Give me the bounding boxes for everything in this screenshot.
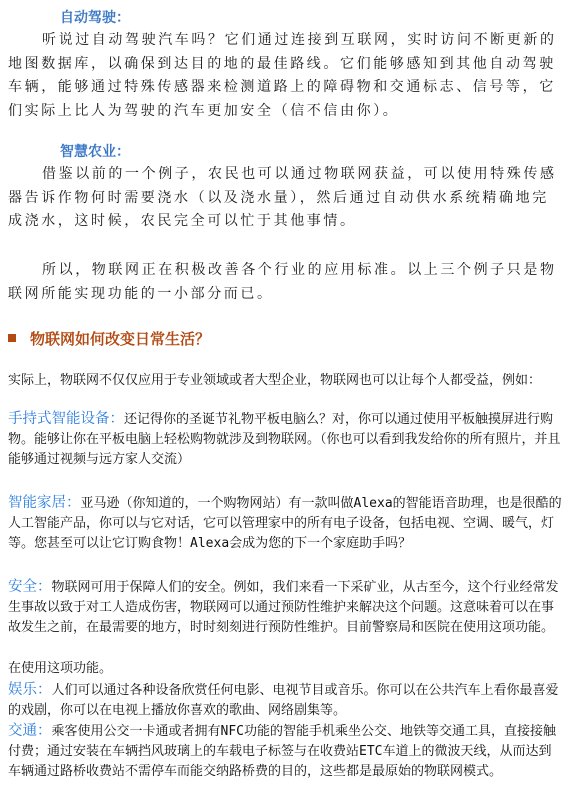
summary-paragraph: 所以，物联网正在积极改善各个行业的应用标准。以上三个例子只是物联网所能实现功能的一小部分而已。 [8, 262, 557, 302]
handheld-label: 手持式智能设备： [8, 411, 124, 427]
entertainment-label: 娱乐： [8, 682, 52, 698]
safety-paragraph [8, 577, 564, 638]
entertainment-text: 人们可以通过各种设备欣赏任何电影、电视节目或音乐。你可以在公共汽车上看你最喜爱的戏剧，你可以在电视上播放你喜欢的歌曲、网络剧集等。 [8, 683, 559, 718]
home-text-1: 亚马逊（你知道的，一个购物网站）有一款叫做 [80, 496, 354, 511]
traffic-nfc: NFC [220, 724, 244, 739]
smart-agri-heading: 智慧农业： [60, 144, 130, 160]
home-alexa-1: Alexa [353, 496, 393, 511]
traffic-text-3: 车道上的微波天线，从而达到车辆通过路桥收费站不需停车而能交纳路桥费的目的，这些都是最原始的物联网模式。 [8, 744, 552, 779]
traffic-label: 交通： [8, 723, 52, 739]
handheld-paragraph [8, 409, 564, 470]
traffic-paragraph [8, 721, 564, 782]
safety-label: 安全： [8, 579, 52, 595]
handheld-text: 还记得你的圣诞节礼物平板电脑么？对，你可以通过使用平板触摸屏进行购物。能够让你在平板电脑上轻松购物就涉及到物联网。（你也可以看到我发给你的所有照片，并且能够通过视频与远方家人交流） [8, 412, 561, 467]
traffic-text-2: 功能的智能手机乘坐公交、地铁等交通工具，直接接触付费；通过安装在车辆挡风玻璃上的车载电子标签与在收费站 [8, 724, 557, 759]
auto-driving-paragraph: 听说过自动驾驶汽车吗？它们通过连接到互联网，实时访问不断更新的地图数据库，以确保到达目的地的最佳路线。它们能够感知到其他自动驾驶车辆，能够通过特殊传感器来检测道路上的障碍物和交通标志、信号等，它们实际上比人为驾驶的汽车更加安全（信不信由你）。 [8, 32, 557, 119]
bullet-square-icon [8, 334, 16, 342]
home-text-3: 会成为您的下一个家庭助手吗？ [229, 536, 412, 551]
section-title [8, 328, 210, 349]
section-title-text: 物联网如何改变日常生活？ [30, 330, 211, 348]
home-paragraph [8, 493, 564, 554]
home-alexa-2: Alexa [190, 536, 230, 551]
smart-agri-paragraph: 借鉴以前的一个例子，农民也可以通过物联网获益，可以使用特殊传感器告诉作物何时需要浇水（以及浇水量），然后通过自动供水系统精确地完成浇水，这时候，农民完全可以忙于其他事情。 [8, 166, 557, 229]
home-label: 智能家居： [8, 495, 81, 511]
safety-text: 物联网可用于保障人们的安全。例如，我们来看一下采矿业，从古至今，这个行业经常发生事故以致于对工人造成伤害，物联网可以通过预防性维护来解决这个问题。这意味着可以在事故发生之前，在最需要的地方，时时刻刻进行预防性维护。目前警察局和医院在使用这项功能。 [8, 580, 559, 635]
intro-paragraph: 实际上，物联网不仅仅应用于专业领域或者大型企业，物联网也可以让每个人都受益，例如： [8, 373, 542, 388]
home-text-2: 的智能语音助理，也是很酷的人工智能产品，你可以与它对话，它可以管理家中的所有电子设备，包括电视、空调、暖气，灯等。您甚至可以让它订购食物！ [8, 496, 562, 551]
safety-extra-line: 在使用这项功能。 [8, 661, 113, 676]
auto-driving-heading: 自动驾驶： [60, 10, 130, 26]
traffic-etc: ETC [359, 744, 383, 759]
traffic-text-1: 乘客使用公交一卡通或者拥有 [51, 724, 221, 739]
entertainment-paragraph [8, 680, 564, 721]
